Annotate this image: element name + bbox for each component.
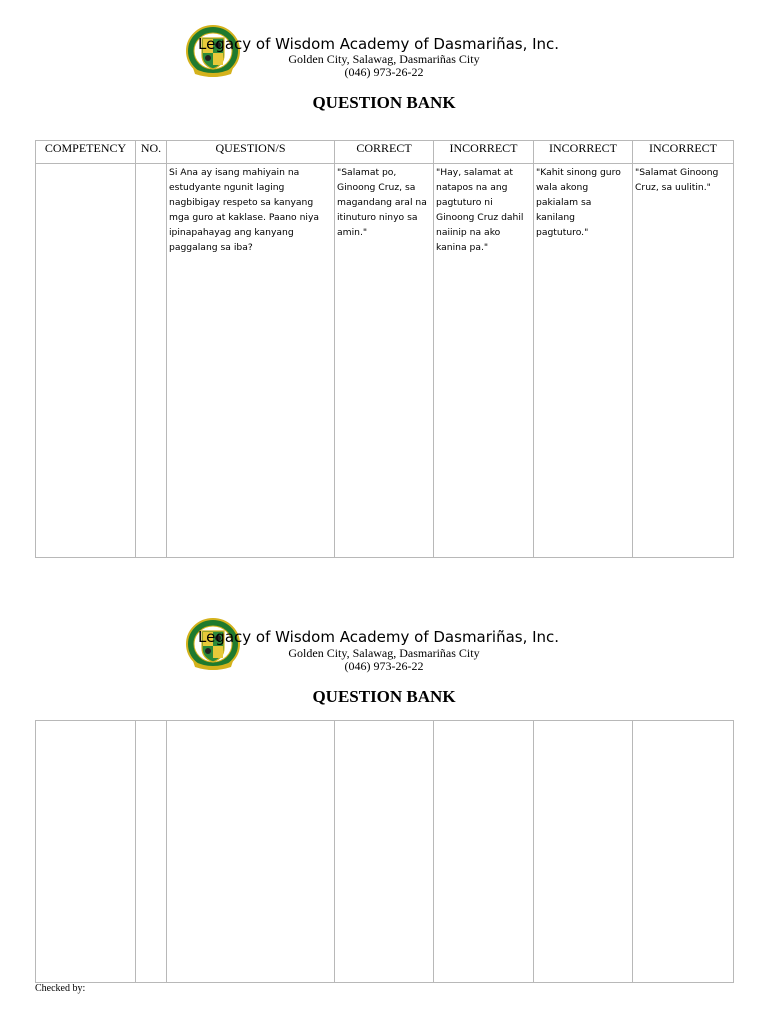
cell-competency — [36, 721, 136, 983]
column-header-incorrect-3: INCORRECT — [633, 141, 734, 164]
checked-by-label: Checked by: — [35, 983, 86, 994]
cell-question: Si Ana ay isang mahiyain na estudyante ngunit laging nagbibigay respeto sa kanyang mga guro at kaklase. Paano niya ipinapahayag ang kanyang paggalang sa iba? — [167, 164, 335, 558]
cell-question — [167, 721, 335, 983]
column-header-incorrect-1: INCORRECT — [434, 141, 534, 164]
question-bank-table-continued — [35, 720, 734, 983]
cell-correct: "Salamat po, Ginoong Cruz, sa magandang aral na itinuturo ninyo sa amin." — [335, 164, 434, 558]
cell-incorrect-1 — [434, 721, 534, 983]
column-header-correct: CORRECT — [335, 141, 434, 164]
column-header-incorrect-2: INCORRECT — [534, 141, 633, 164]
cell-correct — [335, 721, 434, 983]
cell-no — [136, 164, 167, 558]
school-phone: (046) 973-26-22 — [344, 659, 424, 673]
page-title: QUESTION BANK — [312, 93, 456, 112]
column-header-questions: QUESTION/S — [167, 141, 335, 164]
page-title: QUESTION BANK — [312, 687, 456, 706]
cell-incorrect-3: "Salamat Ginoong Cruz, sa uulitin." — [633, 164, 734, 558]
school-phone: (046) 973-26-22 — [344, 65, 424, 79]
school-address: Golden City, Salawag, Dasmariñas City — [288, 646, 480, 660]
school-address: Golden City, Salawag, Dasmariñas City — [288, 52, 480, 66]
table-row — [36, 721, 734, 983]
column-header-competency: COMPETENCY — [36, 141, 136, 164]
cell-incorrect-2 — [534, 721, 633, 983]
cell-no — [136, 721, 167, 983]
cell-competency — [36, 164, 136, 558]
table-header-row — [36, 141, 734, 164]
table-row — [36, 164, 734, 558]
school-name: Legacy of Wisdom Academy of Dasmariñas, Inc. — [198, 628, 560, 646]
cell-incorrect-2: "Kahit sinong guro wala akong pakialam sa kanilang pagtuturo." — [534, 164, 633, 558]
column-header-no: NO. — [136, 141, 167, 164]
question-bank-table — [35, 140, 734, 558]
cell-incorrect-1: "Hay, salamat at natapos na ang pagtuturo ni Ginoong Cruz dahil naiinip na ako kanina pa." — [434, 164, 534, 558]
cell-incorrect-3 — [633, 721, 734, 983]
school-name: Legacy of Wisdom Academy of Dasmariñas, Inc. — [198, 35, 560, 53]
